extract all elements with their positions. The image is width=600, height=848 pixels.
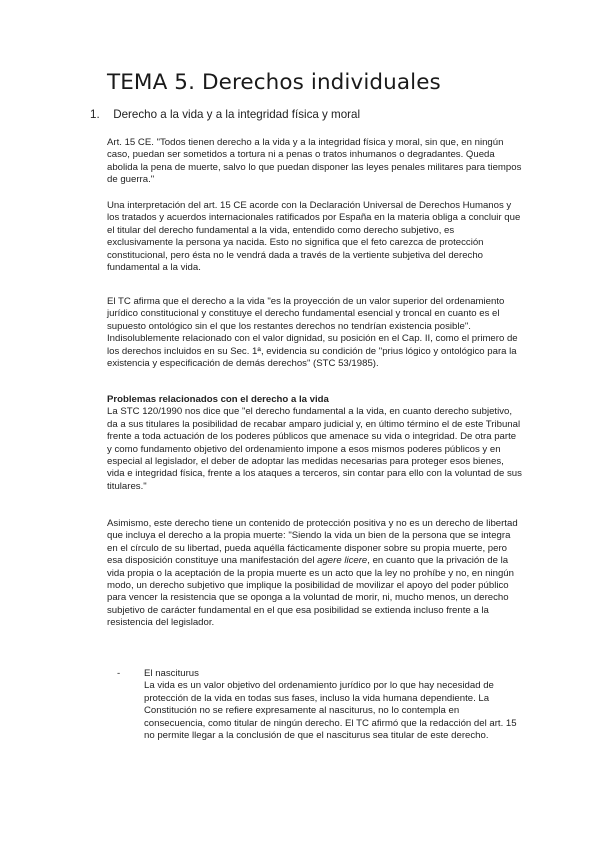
paragraph-art15-text: Art. 15 CE. "Todos tienen derecho a la vida y a la integridad física y moral, sin que, en ningún caso, puedan ser sometidos a tortura ni a penas o tratos inhumanos o degradantes. Queda abolida la pena de muerte, salvo lo que puedan disponer las leyes penales militares para tiempos de guerra." [107,137,522,186]
asimismo-italic-term: agere licere [317,555,368,567]
section-heading [90,108,360,121]
section-label: Derecho a la vida y a la integridad física y moral [113,108,361,121]
bullet-marker: - [117,668,121,679]
asimismo-text-after: , en cuanto que la privación de la vida propia o la aceptación de la propia muerte es un acto que la ley no prohíbe y no, en ningún modo, un derecho subjetivo que implique la posibilidad de movilizar el apoyo del poder público para vencer la resistencia que se oponga a la voluntad de morir, ni, mucho menos, un derecho subjetivo de carácter fundamental en el que esa posibilidad se extienda incluso frente a la resistencia del legislador. [107,555,514,629]
subheading-problemas: Problemas relacionados con el derecho a la vida [107,394,329,405]
paragraph-problemas [107,394,522,493]
paragraph-asimismo-text [107,518,522,630]
paragraph-tc-afirma-text: El TC afirma que el derecho a la vida "es la proyección de un valor superior del ordenamiento jurídico constitucional y constituye el derecho fundamental esencial y troncal en cuanto es el supuesto ontológico sin el que los restantes derechos no tendrían existencia posible". Indisolublemente relacionado con el valor dignidad, su posición en el Cap. II, como el primero de los derechos incluidos en su Sec. 1ª, evidencia su condición de "prius lógico y ontológico para la existencia y especificación de demás derechos" (STC 53/1985). [107,296,518,370]
paragraph-asimismo [107,518,522,630]
list-item-nasciturus [117,668,522,742]
list-item-title: El nasciturus [144,668,199,679]
paragraph-tc-afirma [107,296,522,370]
asimismo-text-before: Asimismo, este derecho tiene un contenido de protección positiva y no es un derecho de libertad que incluya el derecho a la propia muerte: "Siendo la vida un bien de la persona que se integra en el círculo de su libertad, pueda aquélla fácticamente disponer sobre su propia muerte, pero esa disposición constituye una manifestación del [107,518,518,567]
list-item-text: La vida es un valor objetivo del ordenamiento jurídico por lo que hay necesidad de protección de la vida en todas sus fases, incluso la vida humana dependiente. La Constitución no se refiere expresamente al nasciturus, no lo contempla en consecuencia, como titular de ningún derecho. El TC afirmó que la redacción del art. 15 no permite llegar a la conclusión de que el nasciturus sea titular de este derecho. [144,680,517,742]
page-title: TEMA 5. Derechos individuales [107,70,441,95]
section-number: 1. [90,108,100,121]
paragraph-interpretacion-text: Una interpretación del art. 15 CE acorde con la Declaración Universal de Derechos Humanos y los tratados y acuerdos internacionales ratificados por España en la materia obliga a concluir que el titular del derecho fundamental a la vida, entendido como derecho subjetivo, es exclusivamente la persona ya nacida. Esto no significa que el feto carezca de protección constitucional, pero ésta no le vendrá dada a través de la vertiente subjetiva del derecho fundamental a la vida. [107,200,521,274]
paragraph-problemas-text: La STC 120/1990 nos dice que "el derecho fundamental a la vida, en cuanto derecho subjetivo, da a sus titulares la posibilidad de recabar amparo judicial y, en último término el de este Tribunal frente a toda actuación de los poderes públicos que amenace su vida o integridad. De otra parte y como fundamento objetivo del ordenamiento impone a esos mismos poderes públicos y en especial al legislador, el deber de adoptar las medidas necesarias para proteger esos bienes, vida e integridad física, frente a los ataques a terceros, sin contar para ello con la voluntad de sus titulares." [107,406,522,492]
paragraph-interpretacion [107,200,522,274]
paragraph-art15 [107,137,522,187]
